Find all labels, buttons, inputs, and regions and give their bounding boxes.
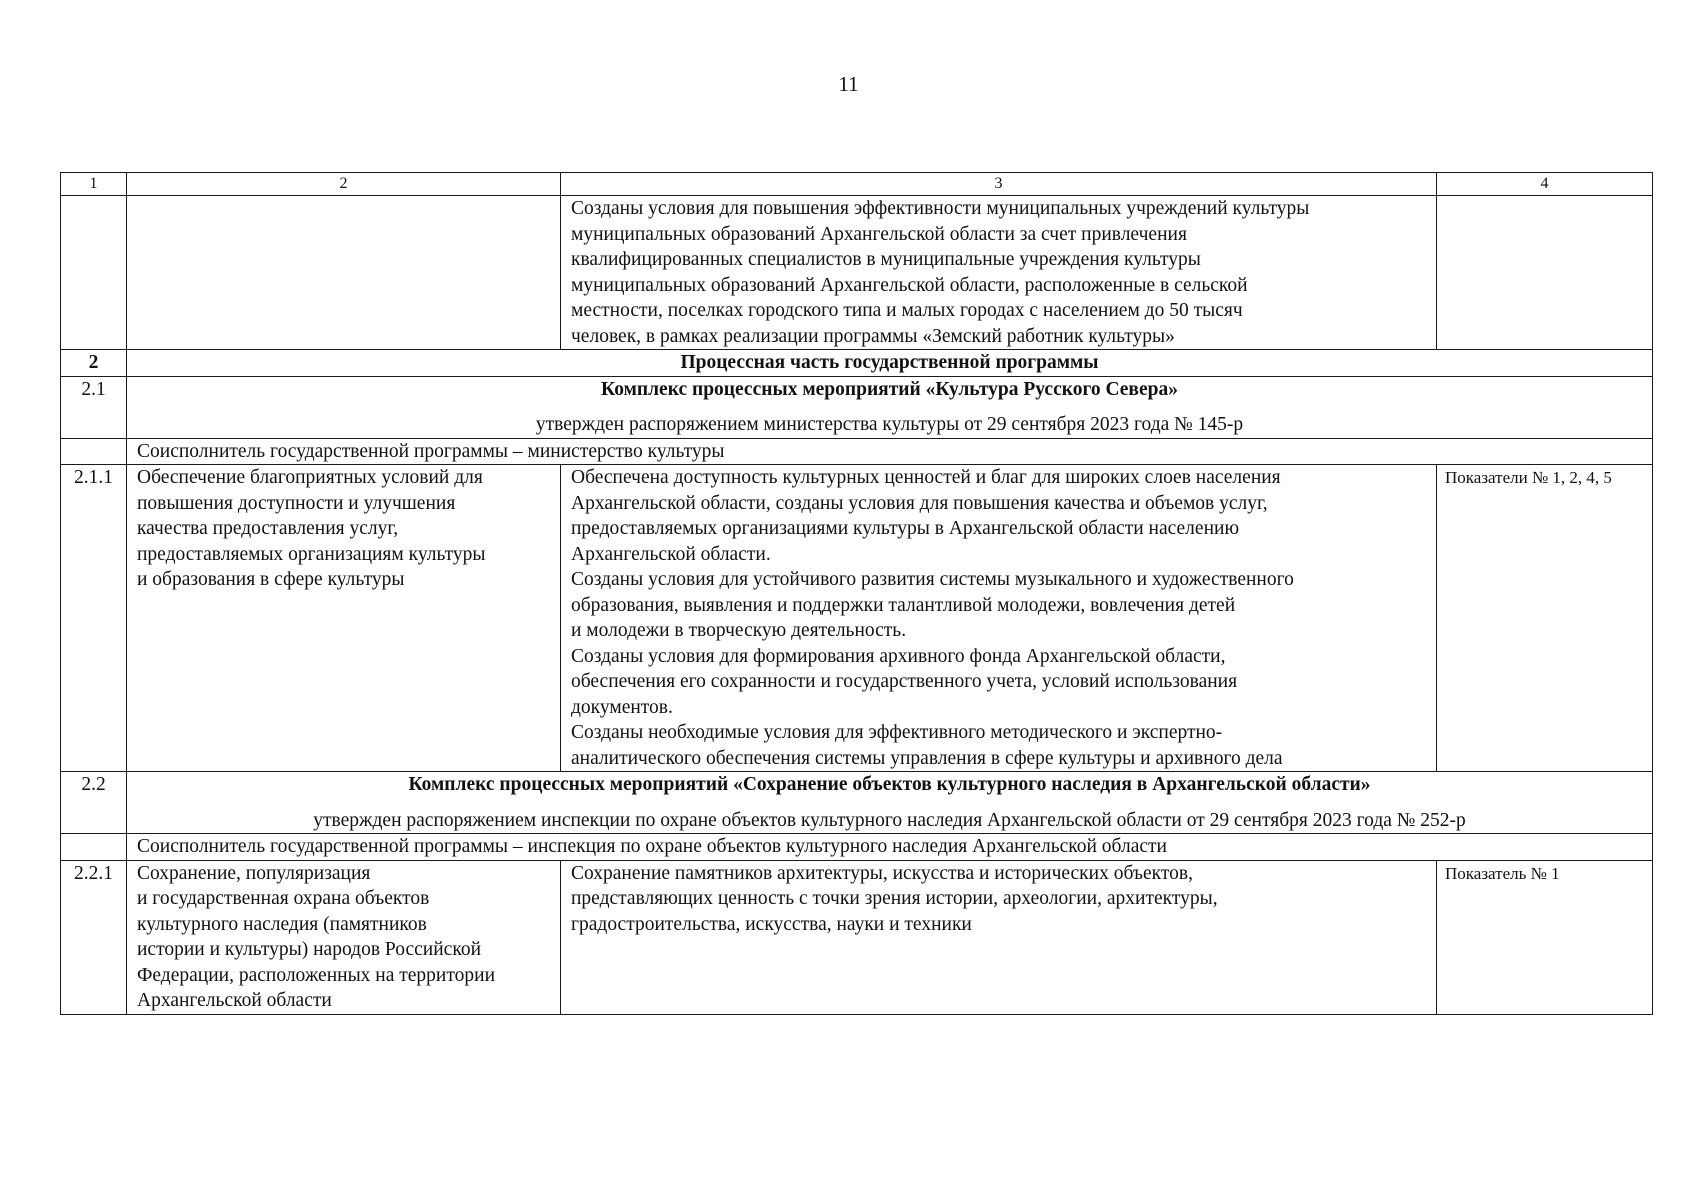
result-line: муниципальных образований Архангельской области за счет привлечения: [571, 223, 1187, 245]
result-line: Сохранение памятников архитектуры, искусства и исторических объектов,: [571, 862, 1193, 884]
coexecutor-2-2-num-cell: [61, 834, 127, 861]
column-number-1: 1: [61, 173, 127, 196]
task-line: Обеспечение благоприятных условий для: [137, 467, 483, 488]
complex-2-1-cell: [127, 376, 1653, 438]
complex-2-1-title: Комплекс процессных мероприятий «Культура Русского Севера»: [601, 378, 1178, 400]
continuation-row: [61, 196, 1653, 350]
task-line: Сохранение, популяризация: [137, 862, 371, 884]
page-number: 11: [838, 72, 859, 96]
task-line: Архангельской области: [137, 990, 332, 1011]
coexecutor-2-1-row: [61, 438, 1653, 465]
result-line: предоставляемых организациями культуры в Архангельской области населению: [571, 518, 1240, 539]
task-2-1-1-result: [561, 465, 1437, 772]
result-line: Созданы необходимые условия для эффективного методического и экспертно-: [571, 722, 1223, 743]
complex-2-1-approval: утвержден распоряжением министерства культуры от 29 сентября 2023 года № 145-р: [535, 414, 1244, 435]
task-2-1-1-num: 2.1.1: [61, 465, 127, 772]
result-line: Архангельской области.: [571, 543, 771, 565]
complex-2-2-row: [61, 772, 1653, 834]
coexecutor-2-2: Соисполнитель государственной программы – инспекция по охране объектов культурного наследия Архангельской области: [127, 834, 1653, 861]
result-line: муниципальных образований Архангельской области, расположенные в сельской: [571, 274, 1248, 296]
result-line: местности, поселках городского типа и малых городах с населением до 50 тысяч: [571, 300, 1243, 321]
result-line: квалифицированных специалистов в муниципальные учреждения культуры: [571, 249, 1201, 270]
continuation-task-cell: [127, 196, 561, 350]
result-line: обеспечения его сохранности и государственного учета, условий использования: [571, 671, 1238, 692]
complex-2-1-num: 2.1: [61, 376, 127, 438]
result-line: документов.: [571, 696, 673, 718]
task-2-2-1-row: [61, 860, 1653, 1014]
section-2-row: [61, 350, 1653, 377]
result-line: Созданы условия для устойчивого развития системы музыкального и художественного: [571, 569, 1294, 590]
section-2-num: 2: [61, 350, 127, 377]
result-line: Созданы условия для формирования архивного фонда Архангельской области,: [571, 645, 1226, 667]
complex-2-2-approval: утвержден распоряжением инспекции по охране объектов культурного наследия Архангельской области от 29 сентября 2023 года № 252-р: [313, 809, 1466, 831]
coexecutor-2-1-num-cell: [61, 438, 127, 465]
column-number-row: [61, 173, 1653, 196]
task-2-1-1-row: [61, 465, 1653, 772]
continuation-num-cell: [61, 196, 127, 350]
task-2-2-1-num: 2.2.1: [61, 860, 127, 1014]
complex-2-2-num: 2.2: [61, 772, 127, 834]
task-2-2-1-indicators: Показатель № 1: [1437, 860, 1653, 1014]
continuation-indicator-cell: [1437, 196, 1653, 350]
task-line: и образования в сфере культуры: [137, 569, 405, 590]
column-number-2: 2: [127, 173, 561, 196]
task-line: истории и культуры) народов Российской: [137, 939, 482, 960]
task-2-2-1-result: [561, 860, 1437, 1014]
complex-2-1-row: [61, 376, 1653, 438]
task-line: качества предоставления услуг,: [137, 518, 399, 539]
result-line: и молодежи в творческую деятельность.: [571, 620, 907, 641]
result-line: аналитического обеспечения системы управления в сфере культуры и архивного дела: [571, 747, 1283, 769]
task-2-1-1-task: [127, 465, 561, 772]
result-line: человек, в рамках реализации программы «Земский работник культуры»: [571, 325, 1175, 347]
task-line: Федерации, расположенных на территории: [137, 964, 496, 986]
complex-2-2-cell: [127, 772, 1653, 834]
coexecutor-2-2-row: [61, 834, 1653, 861]
result-line: образования, выявления и поддержки талантливой молодежи, вовлечения детей: [571, 594, 1236, 616]
column-number-4: 4: [1437, 173, 1653, 196]
program-table: [60, 172, 1653, 1015]
task-line: повышения доступности и улучшения: [137, 492, 456, 514]
task-line: предоставляемых организациям культуры: [137, 543, 486, 565]
task-line: и государственная охрана объектов: [137, 888, 430, 909]
task-line: культурного наследия (памятников: [137, 913, 427, 935]
section-2-title: Процессная часть государственной программы: [127, 350, 1653, 377]
coexecutor-2-1: Соисполнитель государственной программы – министерство культуры: [127, 438, 1653, 465]
column-number-3: 3: [561, 173, 1437, 196]
result-line: градостроительства, искусства, науки и техники: [571, 913, 972, 935]
result-line: представляющих ценность с точки зрения истории, археологии, архитектуры,: [571, 888, 1218, 909]
result-line: Обеспечена доступность культурных ценностей и благ для широких слоев населения: [571, 467, 1281, 488]
continuation-result-cell: [561, 196, 1437, 350]
result-line: Созданы условия для повышения эффективности муниципальных учреждений культуры: [571, 198, 1310, 219]
task-2-2-1-task: [127, 860, 561, 1014]
complex-2-2-title: Комплекс процессных мероприятий «Сохранение объектов культурного наследия в Архангельской области»: [408, 774, 1371, 795]
task-2-1-1-indicators: Показатели № 1, 2, 4, 5: [1437, 465, 1653, 772]
result-line: Архангельской области, созданы условия для повышения качества и объемов услуг,: [571, 492, 1268, 514]
